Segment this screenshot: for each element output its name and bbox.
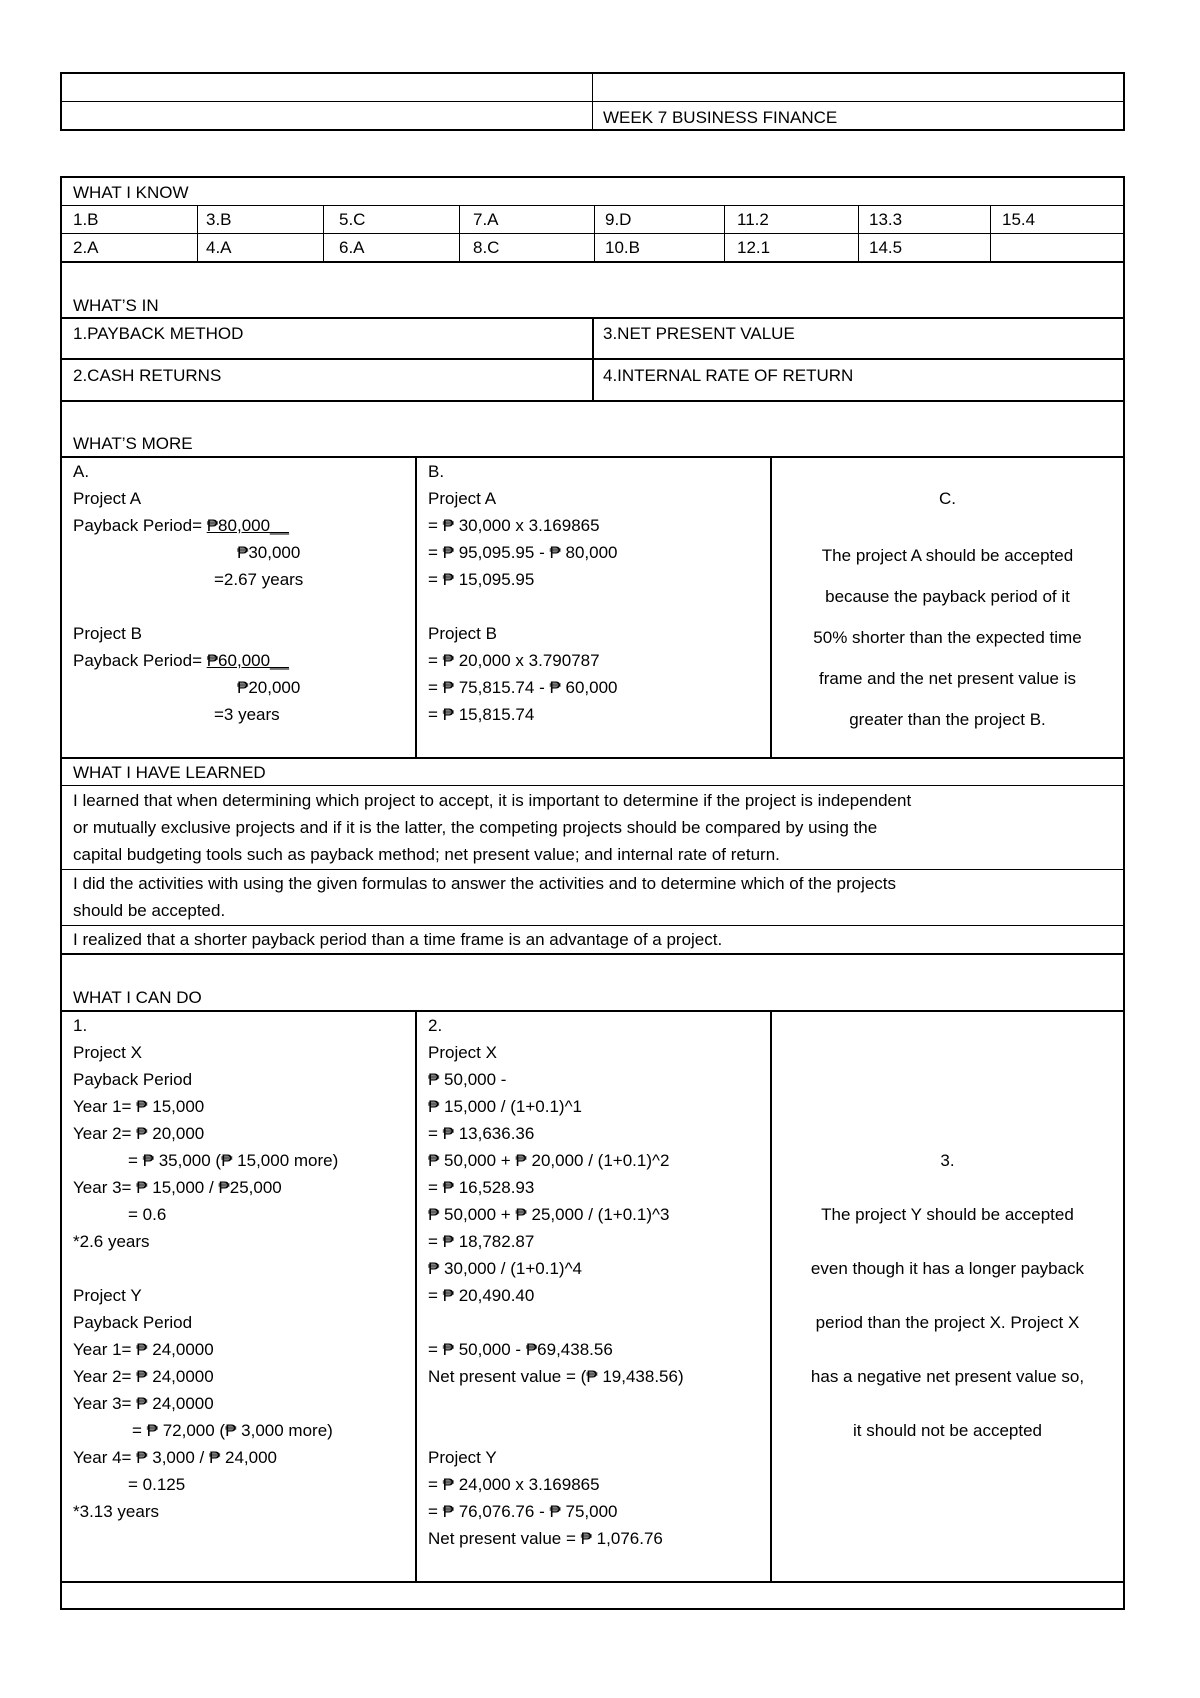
project-b-payback-denominator: ₱20,000 (237, 678, 301, 697)
col-c-text-line: 50% shorter than the expected time (813, 628, 1082, 647)
col3-text-line: The project Y should be accepted (821, 1205, 1074, 1224)
answer-1: 1.B (73, 210, 99, 229)
npv-project-b-title: Project B (428, 624, 497, 643)
whats-in-item-2: 2.CASH RETURNS (73, 366, 222, 385)
col2-line: Net present value = (₱ 19,438.56) (428, 1367, 684, 1386)
learned-paragraph-2-line: should be accepted. (73, 901, 226, 920)
project-b-title: Project B (73, 624, 142, 643)
project-a-payback-result: =2.67 years (214, 570, 304, 589)
answer-15: 15.4 (1002, 210, 1036, 229)
col2-line: Project X (428, 1043, 497, 1062)
learned-paragraph-3: I realized that a shorter payback period than a time frame is an advantage of a project. (73, 930, 723, 949)
col2-line: = ₱ 20,490.40 (428, 1286, 535, 1305)
col2-line: Project Y (428, 1448, 497, 1467)
answer-2: 2.A (73, 238, 99, 257)
answer-13: 13.3 (869, 210, 903, 229)
whats-more-heading: WHAT’S MORE (73, 434, 193, 453)
col-b-label: B. (428, 462, 445, 481)
learned-paragraph-1-line: capital budgeting tools such as payback method; net present value; and internal rate of return. (73, 845, 780, 864)
col1-line: *3.13 years (73, 1502, 159, 1521)
project-b-payback-result: =3 years (214, 705, 280, 724)
project-b-payback-formula (73, 651, 289, 671)
answer-11: 11.2 (737, 210, 769, 229)
whats-in-item-4: 4.INTERNAL RATE OF RETURN (603, 366, 854, 385)
col-c-label: C. (939, 489, 956, 508)
col1-line: Payback Period (73, 1313, 193, 1332)
col1-line: = 0.6 (128, 1205, 167, 1224)
col1-line: Year 2= ₱ 20,000 (73, 1124, 205, 1143)
answer-3: 3.B (206, 210, 232, 229)
project-a-payback-denominator: ₱30,000 (237, 543, 301, 562)
answer-14: 14.5 (869, 238, 903, 257)
col2-line: 2. (428, 1016, 443, 1035)
col2-line: = ₱ 13,636.36 (428, 1124, 535, 1143)
answer-6: 6.A (339, 238, 365, 257)
payback-prefix: Payback Period= (73, 516, 207, 535)
col-c-text-line: frame and the net present value is (818, 669, 1077, 688)
payback-prefix: Payback Period= (73, 651, 207, 670)
col2-line: = ₱ 50,000 - ₱69,438.56 (428, 1340, 613, 1359)
answer-8: 8.C (473, 238, 500, 257)
npv-b-line: = ₱ 15,815.74 (428, 705, 535, 724)
npv-b-line: = ₱ 75,815.74 - ₱ 60,000 (428, 678, 618, 697)
col1-line: *2.6 years (73, 1232, 150, 1251)
learned-paragraph-1-line: I learned that when determining which project to accept, it is important to determine if the project is independent (73, 791, 912, 810)
col3-text-line: even though it has a longer payback (810, 1259, 1085, 1278)
payback-numerator: ₱60,000__ (206, 651, 289, 670)
col-a-label: A. (73, 462, 90, 481)
answer-9: 9.D (605, 210, 632, 229)
col3-text-line: it should not be accepted (852, 1421, 1043, 1440)
npv-a-line: = ₱ 15,095.95 (428, 570, 535, 589)
col1-line: Project X (73, 1043, 142, 1062)
col2-line: Net present value = ₱ 1,076.76 (428, 1529, 663, 1548)
payback-numerator: ₱80,000__ (206, 516, 289, 535)
col-c-text-line: greater than the project B. (849, 710, 1046, 729)
whats-in-heading: WHAT’S IN (73, 296, 159, 315)
whats-in-item-1: 1.PAYBACK METHOD (73, 324, 244, 343)
project-a-payback-formula (73, 516, 289, 536)
col1-line: = ₱ 35,000 (₱ 15,000 more) (128, 1151, 339, 1170)
npv-project-a-title: Project A (428, 489, 497, 508)
col-c-text-line: because the payback period of it (825, 587, 1070, 606)
col2-line: ₱ 50,000 + ₱ 25,000 / (1+0.1)^3 (428, 1205, 670, 1224)
npv-a-line: = ₱ 95,095.95 - ₱ 80,000 (428, 543, 618, 562)
answer-5: 5.C (339, 210, 366, 229)
project-a-title: Project A (73, 489, 142, 508)
answer-4: 4.A (206, 238, 232, 257)
col1-line: Payback Period (73, 1070, 193, 1089)
col-c-text-line: The project A should be accepted (821, 546, 1074, 565)
answer-12: 12.1 (737, 238, 771, 257)
learned-paragraph-1-line: or mutually exclusive projects and if it is the latter, the competing projects should be compared by using the (73, 818, 878, 837)
col1-line: Year 2= ₱ 24,0000 (73, 1367, 214, 1386)
col1-line: Year 3= ₱ 24,0000 (73, 1394, 214, 1413)
npv-b-line: = ₱ 20,000 x 3.790787 (428, 651, 600, 670)
npv-a-line: = ₱ 30,000 x 3.169865 (428, 516, 600, 535)
document-title: WEEK 7 BUSINESS FINANCE (603, 108, 838, 127)
what-i-know-heading: WHAT I KNOW (73, 183, 189, 202)
col2-line: = ₱ 16,528.93 (428, 1178, 535, 1197)
col2-line: = ₱ 76,076.76 - ₱ 75,000 (428, 1502, 618, 1521)
col3-text-line: has a negative net present value so, (810, 1367, 1085, 1386)
col2-line: ₱ 50,000 + ₱ 20,000 / (1+0.1)^2 (428, 1151, 670, 1170)
col2-line: = ₱ 18,782.87 (428, 1232, 535, 1251)
col2-line: ₱ 50,000 - (428, 1070, 507, 1089)
col3-text-line: period than the project X. Project X (815, 1313, 1080, 1332)
col1-line: Year 1= ₱ 24,0000 (73, 1340, 214, 1359)
col1-line: = ₱ 72,000 (₱ 3,000 more) (132, 1421, 333, 1440)
can-do-heading: WHAT I CAN DO (73, 988, 202, 1007)
whats-in-item-3: 3.NET PRESENT VALUE (603, 324, 795, 343)
learned-heading: WHAT I HAVE LEARNED (73, 763, 266, 782)
col1-line: 1. (73, 1016, 88, 1035)
col2-line: ₱ 15,000 / (1+0.1)^1 (428, 1097, 582, 1116)
col2-line: = ₱ 24,000 x 3.169865 (428, 1475, 600, 1494)
col2-line: ₱ 30,000 / (1+0.1)^4 (428, 1259, 582, 1278)
col1-line: Year 4= ₱ 3,000 / ₱ 24,000 (73, 1448, 278, 1467)
answer-7: 7.A (473, 210, 499, 229)
learned-paragraph-2-line: I did the activities with using the given formulas to answer the activities and to determine which of the projects (73, 874, 897, 893)
col3-label: 3. (940, 1151, 955, 1170)
col1-line: = 0.125 (128, 1475, 186, 1494)
col1-line: Year 3= ₱ 15,000 / ₱25,000 (73, 1178, 282, 1197)
col1-line: Year 1= ₱ 15,000 (73, 1097, 205, 1116)
answer-10: 10.B (605, 238, 640, 257)
col1-line: Project Y (73, 1286, 142, 1305)
